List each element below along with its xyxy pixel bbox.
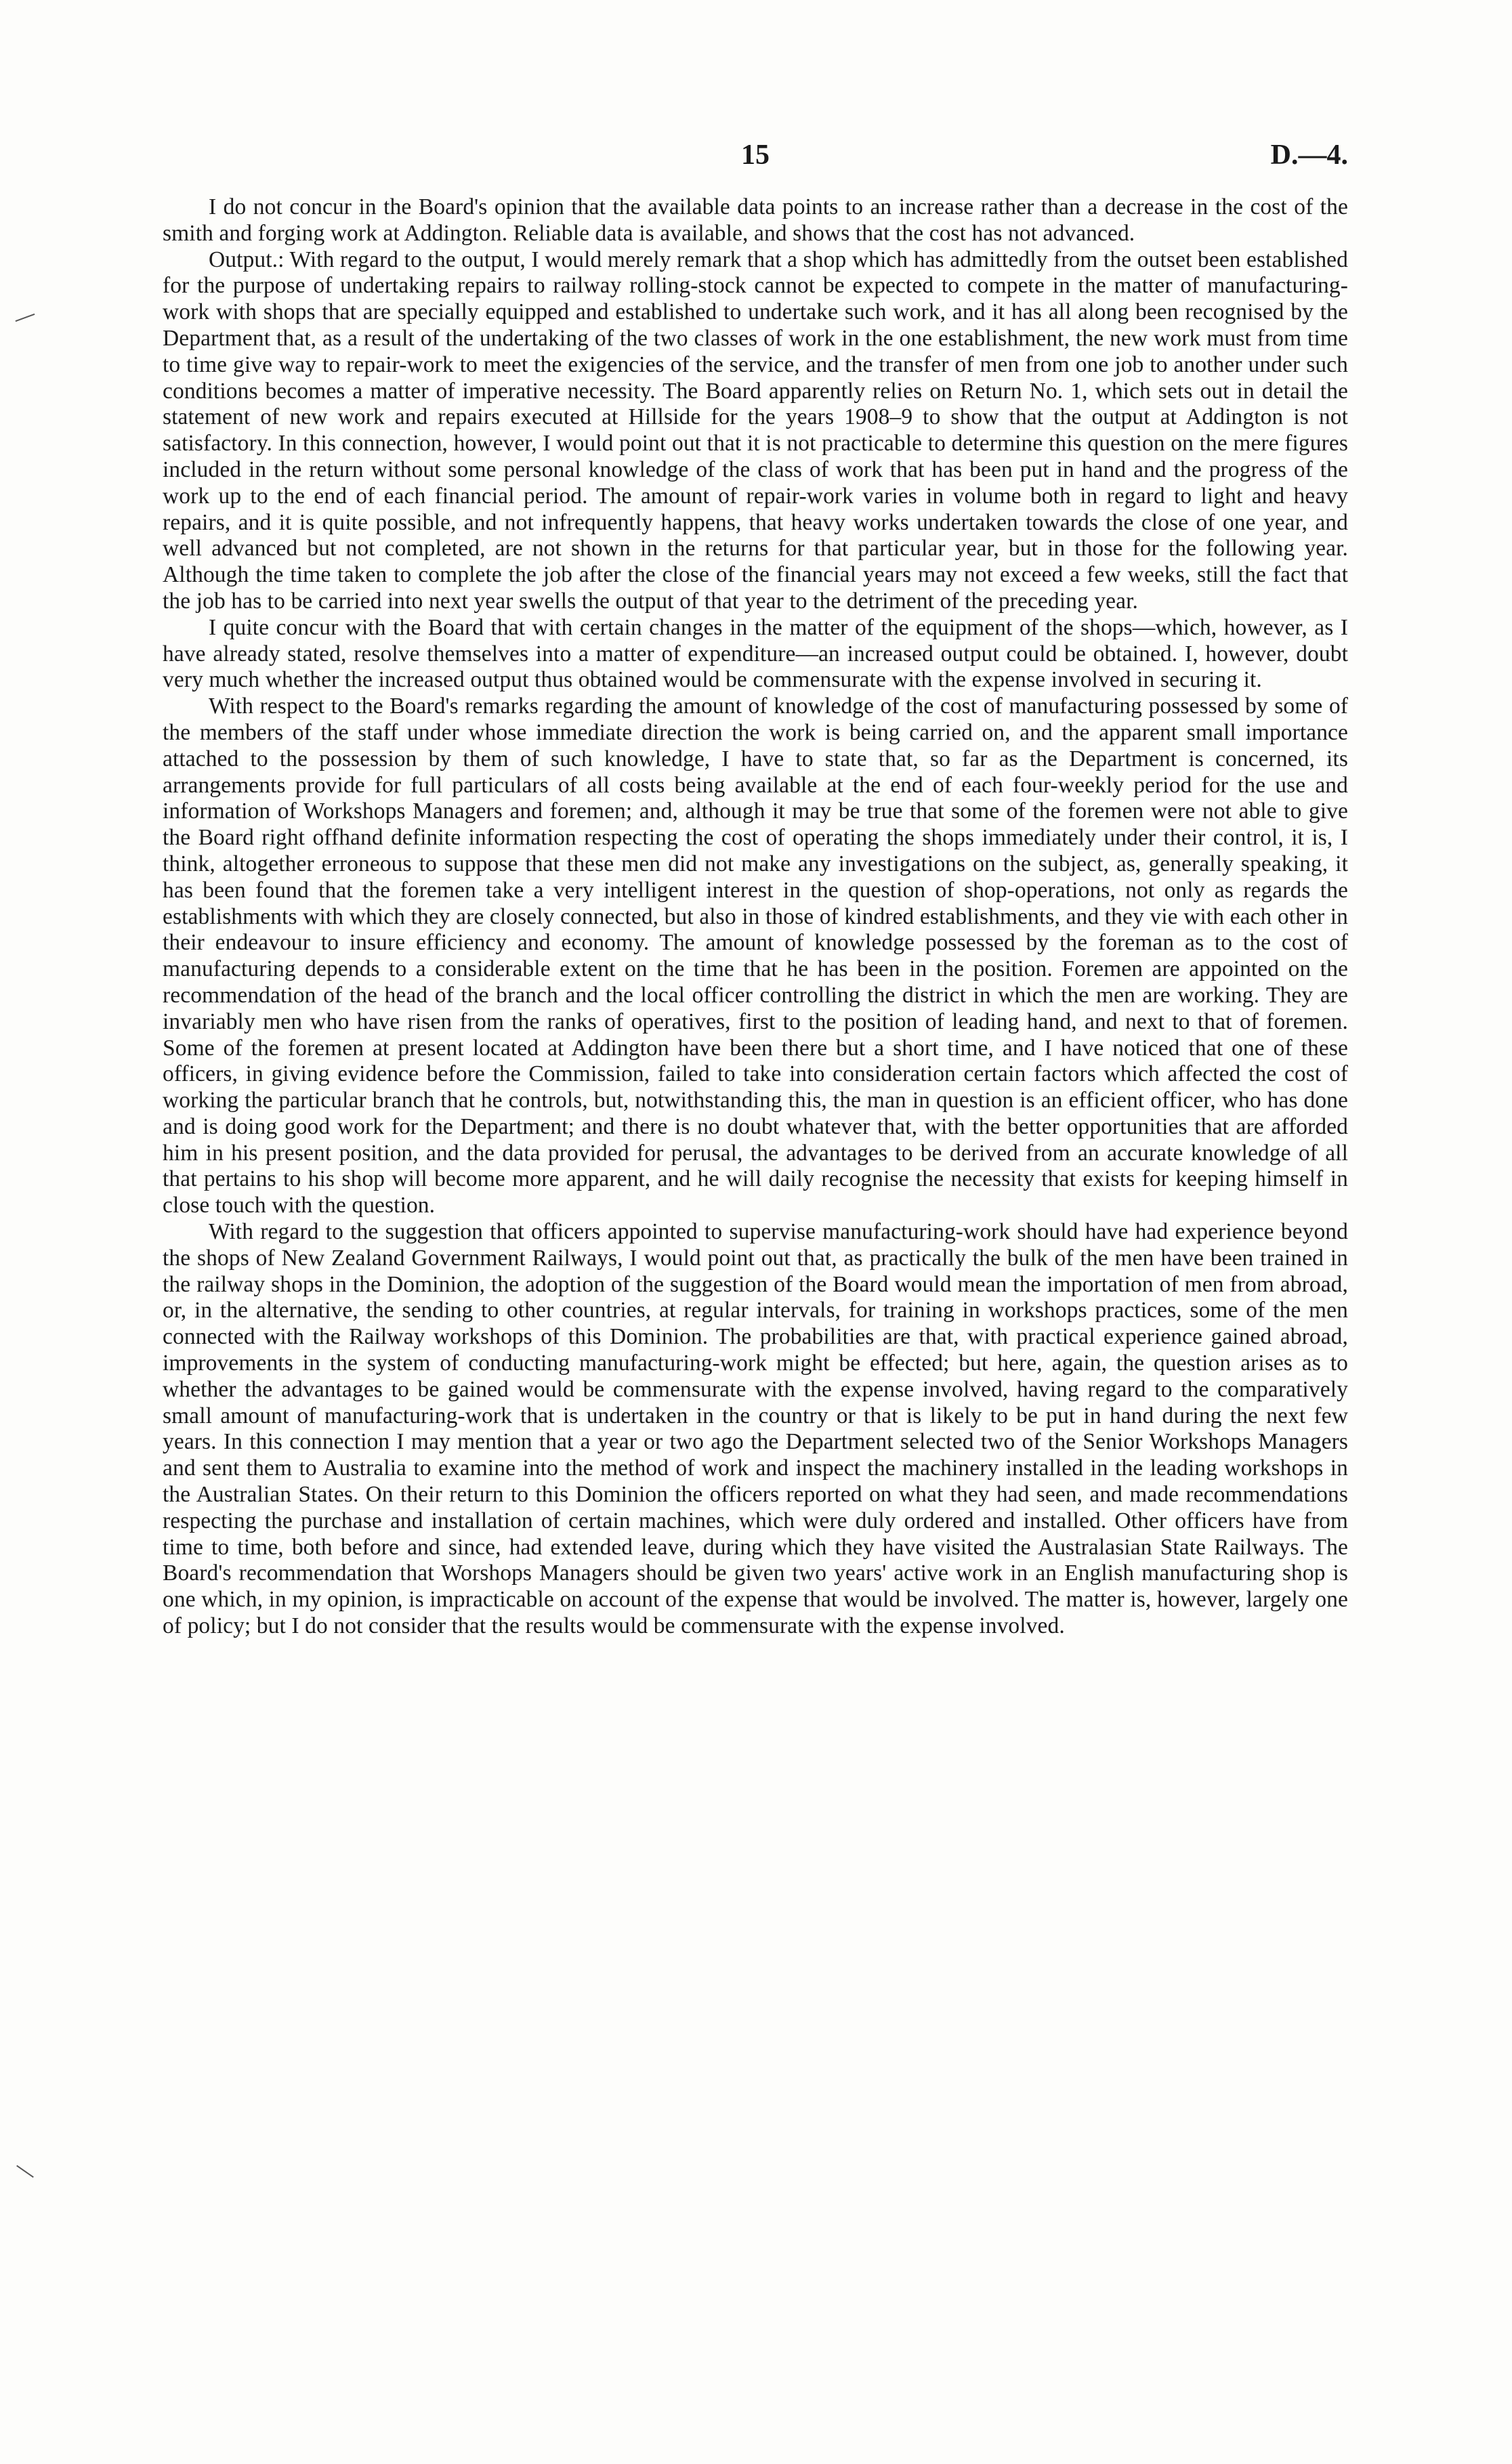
paragraph-smith-forging-cost: I do not concur in the Board's opinion that the available data points to an increase rather than a decrease in the cost of the smith and forging work at Addington. Reliable data is available, and shows that the cost has not advanced. <box>163 194 1348 246</box>
body-text <box>163 194 1348 1640</box>
page-number: 15 <box>741 140 770 171</box>
margin-pencil-mark <box>16 314 35 322</box>
paragraph-officer-experience: With regard to the suggestion that officers appointed to supervise manufacturing-work should have had experience beyond the shops of New Zealand Government Railways, I would point out that, as practically the bulk of the men have been trained in the railway shops in the Dominion, the adoption of the suggestion of the Board would mean the importation of men from abroad, or, in the alternative, the sending to other countries, at regular intervals, for training in workshops practices, some of the men connected with the Railway workshops of this Dominion. The probabilities are that, with practical experience gained abroad, improvements in the system of conducting manufacturing-work might be effected; but here, again, the question arises as to whether the advantages to be gained would be commensurate with the expense involved, having regard to the comparatively small amount of manufacturing-work that is undertaken in the country or that is likely to be put in hand during the next few years. In this connection I may mention that a year or two ago the Department selected two of the Senior Workshops Managers and sent them to Australia to examine into the method of work and inspect the machinery installed in the leading workshops in the Australian States. On their return to this Dominion the officers reported on what they had seen, and made recommendations respecting the purchase and installation of certain machines, which were duly ordered and installed. Other officers have from time to time, both before and since, had extended leave, during which they have visited the Australasian State Railways. The Board's recommendation that Worshops Managers should be given two years' active work in an English manufacturing shop is one which, in my opinion, is impracticable on account of the expense that would be involved. The matter is, however, largely one of policy; but I do not consider that the results would be commensurate with the expense involved. <box>163 1219 1348 1639</box>
paragraph-equipment-changes: I quite concur with the Board that with certain changes in the matter of the equipment of the shops—which, however, as I have already stated, resolve themselves into a matter of expenditure—an increased output could be obtained. I, however, doubt very much whether the increased output thus obtained would be commensurate with the expense involved in securing it. <box>163 614 1348 693</box>
margin-pencil-mark <box>16 2165 34 2178</box>
paragraph-output: Output.: With regard to the output, I would merely remark that a shop which has admittedly from the outset been established for the purpose of undertaking repairs to railway rolling-stock cannot be expected to compete in the matter of manufacturing-work with shops that are specially equipped and established to undertake such work, and it has all along been recognised by the Department that, as a result of the undertaking of the two classes of work in the one establishment, the new work must from time to time give way to repair-work to meet the exigencies of the service, and the transfer of men from one job to another under such conditions becomes a matter of imperative necessity. The Board apparently relies on Return No. 1, which sets out in detail the statement of new work and repairs executed at Hillside for the years 1908–9 to show that the output at Addington is not satisfactory. In this connection, however, I would point out that it is not practicable to determine this question on the mere figures included in the return without some personal knowledge of the class of work that has been put in hand and the progress of the work up to the end of each financial period. The amount of repair-work varies in volume both in regard to light and heavy repairs, and it is quite possible, and not infrequently happens, that heavy works undertaken towards the close of one year, and well advanced but not completed, are not shown in the returns for that particular year, but in those for the following year. Although the time taken to complete the job after the close of the financial years may not exceed a few weeks, still the fact that the job has to be carried into next year swells the output of that year to the detriment of the preceding year. <box>163 247 1348 614</box>
document-reference: D.—4. <box>1270 140 1348 171</box>
paragraph-cost-knowledge: With respect to the Board's remarks regarding the amount of knowledge of the cost of manufacturing possessed by some of the members of the staff under whose immediate direction the work is being carried on, and the apparent small importance attached to the possession by them of such knowledge, I have to state that, so far as the Department is concerned, its arrangements provide for full particulars of all costs being available at the end of each four-weekly period for the use and information of Workshops Managers and foremen; and, although it may be true that some of the foremen were not able to give the Board right offhand definite information respecting the cost of operating the shops immediately under their control, it is, I think, altogether erroneous to suppose that these men did not make any investigations on the subject, as, generally speaking, it has been found that the foremen take a very intelligent interest in the question of shop-operations, not only as regards the establishments with which they are closely connected, but also in those of kindred establishments, and they vie with each other in their endeavour to insure efficiency and economy. The amount of knowledge possessed by the foreman as to the cost of manufacturing depends to a considerable extent on the time that he has been in the position. Foremen are appointed on the recommendation of the head of the branch and the local officer controlling the district in which the men are working. They are invariably men who have risen from the ranks of operatives, first to the position of leading hand, and next to that of foremen. Some of the foremen at present located at Addington have been there but a short time, and I have noticed that one of these officers, in giving evidence before the Commission, failed to take into consideration certain factors which affected the cost of working the particular branch that he controls, but, notwithstanding this, the man in question is an efficient officer, who has done and is doing good work for the Department; and there is no doubt whatever that, with the better opportunities that are afforded him in his present position, and the data provided for perusal, the advantages to be derived from an accurate knowledge of all that pertains to his shop will become more apparent, and he will daily recognise the necessity that exists for keeping himself in close touch with the question. <box>163 694 1348 1218</box>
page-header <box>163 139 1348 179</box>
